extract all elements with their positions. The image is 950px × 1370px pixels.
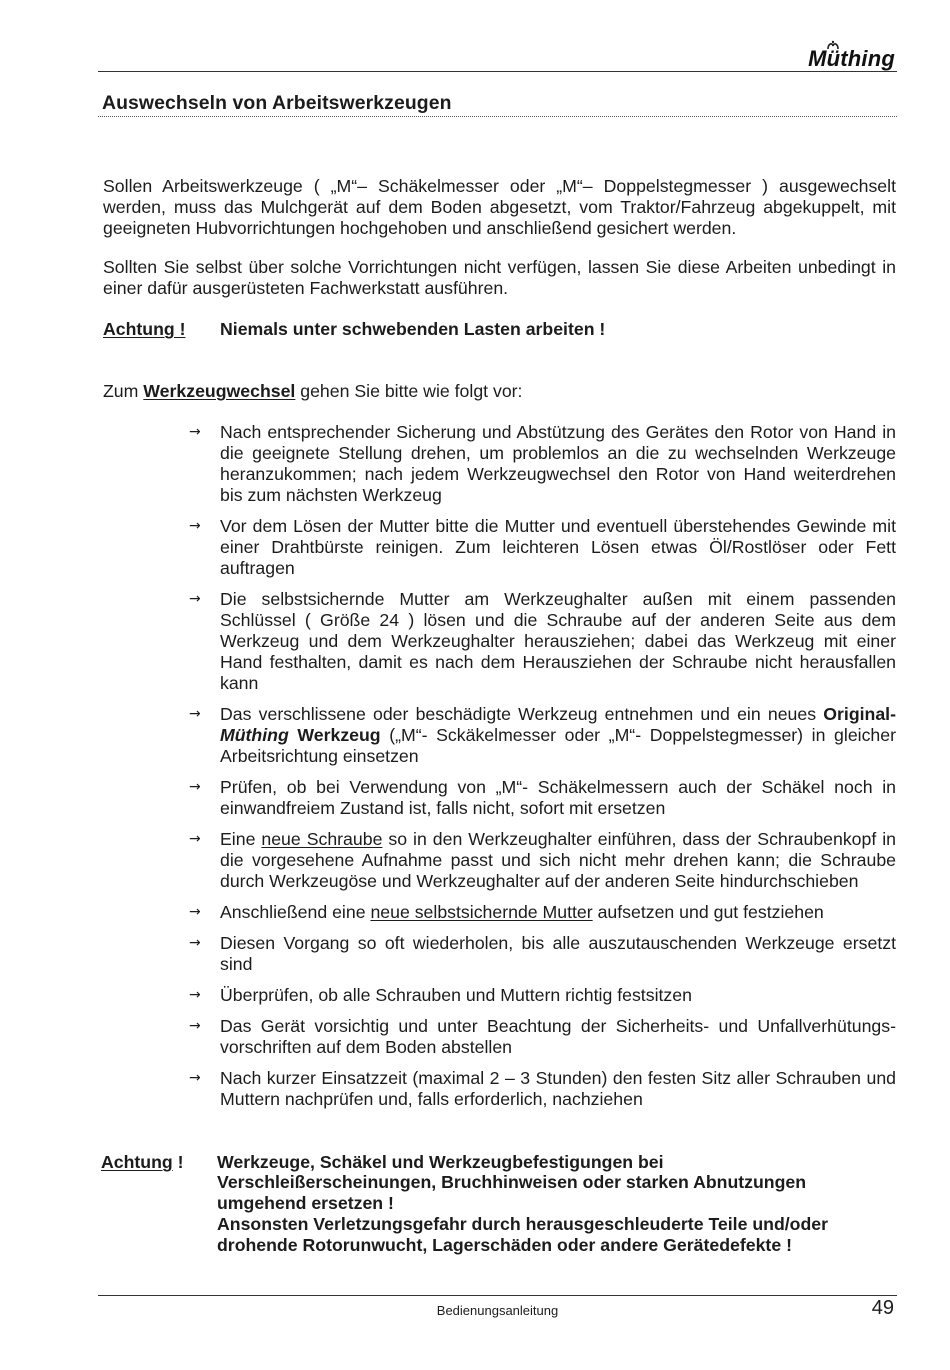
warning-line: umgehend ersetzen ! — [217, 1193, 394, 1214]
arrow-bullet-icon: → — [189, 1069, 201, 1086]
arrow-bullet-icon: → — [189, 903, 201, 920]
procedure-step — [189, 588, 896, 694]
warning-line: Verschleißerscheinungen, Bruchhinweisen oder starken Abnutzungen — [217, 1172, 807, 1193]
procedure-intro — [103, 381, 522, 402]
arrow-bullet-icon: → — [189, 705, 201, 722]
warning-label-mark: ! — [172, 1151, 184, 1172]
step-text: Das Gerät vorsichtig und unter Beachtung der Sicherheits- und Unfallverhütungs-vorschriften auf dem Boden abstellen — [220, 1015, 896, 1057]
warning-label — [101, 1152, 184, 1173]
step-text: so in den Werkzeughalter einführen, dass der Schraubenkopf in die vorgesehene Aufnahme passt und sich nicht mehr drehen kann; die Schraube durch Werkzeugöse und Werkzeughalter auf der anderen Seite hindurchschieben — [220, 828, 896, 891]
procedure-step — [189, 984, 896, 1006]
arrow-bullet-icon: → — [189, 1017, 201, 1034]
warning-text — [217, 1152, 828, 1256]
step-text: Überprüfen, ob alle Schrauben und Muttern richtig festsitzen — [220, 984, 692, 1005]
step-text: Nach entsprechender Sicherung und Abstützung des Gerätes den Rotor von Hand in die geeignete Stellung drehen, um problemlos an die zu wechselnden Werkzeuge heranzukommen; nach jedem Werkzeugwechsel den Rotor von Hand weiterdrehen bis zum nächsten Werkzeug — [220, 421, 896, 505]
procedure-intro-text: gehen Sie bitte wie folgt vor: — [295, 380, 523, 401]
warning-text: Niemals unter schwebenden Lasten arbeiten ! — [220, 318, 606, 339]
procedure-step — [189, 1015, 896, 1058]
procedure-step — [189, 901, 896, 923]
procedure-step — [189, 828, 896, 892]
arrow-bullet-icon: → — [189, 590, 201, 607]
step-text-underlined: neue Schraube — [261, 828, 383, 849]
step-text: („M“- Sckäkelmesser oder „M“- Doppelstegmesser) in gleicher Arbeitsrichtung einsetzen — [220, 724, 896, 766]
warning-line: drohende Rotorunwucht, Lagerschäden oder andere Gerätedefekte ! — [217, 1234, 792, 1255]
arrow-bullet-icon: → — [189, 778, 201, 795]
step-text: Vor dem Lösen der Mutter bitte die Mutter und eventuell überstehendes Gewinde mit einer Drahtbürste reinigen. Zum leichteren Lösen etwas Öl/Rostlöser oder Fett auftragen — [220, 515, 896, 578]
page-number: 49 — [871, 1297, 894, 1319]
warning-line: Ansonsten Verletzungsgefahr durch herausgeschleuderte Teile und/oder — [217, 1213, 829, 1234]
procedure-step — [189, 932, 896, 975]
step-text-underlined: neue selbstsichernde Mutter — [370, 901, 593, 922]
page-title: Auswechseln von Arbeitswerkzeugen — [102, 92, 452, 114]
arrow-bullet-icon: → — [189, 423, 201, 440]
step-text-bold: Original- — [823, 703, 896, 724]
muthing-logo — [808, 48, 895, 70]
arrow-bullet-icon: → — [189, 517, 201, 534]
procedure-step — [189, 1067, 896, 1110]
step-text: Die selbstsichernde Mutter am Werkzeughalter außen mit einem passenden Schlüssel ( Größe 24 ) lösen und die Schraube auf der anderen Seite aus dem Werkzeug und dem Werkzeughalter herausziehen; dabei das Werkzeug mit einer Hand festhalten, damit es nach dem Herausziehen der Schraube nicht herausfallen kann — [220, 588, 896, 693]
step-text-bold: Werkzeug — [288, 724, 381, 745]
step-text: Prüfen, ob bei Verwendung von „M“- Schäkelmessern auch der Schäkel noch in einwandfreiem Zustand ist, falls nicht, sofort mit ersetzen — [220, 776, 896, 818]
procedure-steps-list — [189, 421, 896, 1120]
warning-label: Achtung ! — [103, 318, 186, 339]
step-text: Eine — [220, 828, 262, 849]
brand-name: Müthing — [220, 724, 289, 745]
procedure-step — [189, 421, 896, 506]
procedure-step — [189, 703, 896, 767]
procedure-intro-text: Zum — [103, 380, 144, 401]
step-text: aufsetzen und gut festziehen — [592, 901, 824, 922]
header-rule — [98, 71, 897, 72]
procedure-intro-emphasis: Werkzeugwechsel — [143, 380, 296, 401]
title-dotted-rule — [98, 116, 897, 117]
arrow-bullet-icon: → — [189, 830, 201, 847]
footer-doc-name: Bedienungsanleitung — [436, 1303, 559, 1318]
step-text: Das verschlissene oder beschädigte Werkzeug entnehmen und ein neues — [220, 703, 824, 724]
warning-label-text: Achtung — [101, 1151, 173, 1172]
step-text: Nach kurzer Einsatzzeit (maximal 2 – 3 Stunden) den festen Sitz aller Schrauben und Muttern nachprüfen und, falls erforderlich, nachziehen — [220, 1067, 896, 1109]
step-text: Diesen Vorgang so oft wiederholen, bis alle auszutauschenden Werkzeuge ersetzt sind — [220, 932, 896, 974]
arrow-bullet-icon: → — [189, 986, 201, 1003]
procedure-step — [189, 515, 896, 579]
warning-line: Werkzeuge, Schäkel und Werkzeugbefestigungen bei — [217, 1151, 664, 1172]
intro-paragraph: Sollten Sie selbst über solche Vorrichtungen nicht verfügen, lassen Sie diese Arbeiten unbedingt in einer dafür ausgerüsteten Fachwerkstatt ausführen. — [103, 256, 896, 298]
logo-text: Müthing — [808, 46, 895, 71]
arrow-bullet-icon: → — [189, 934, 201, 951]
step-text: Anschließend eine — [220, 901, 371, 922]
procedure-step — [189, 776, 896, 819]
intro-paragraph: Sollen Arbeitswerkzeuge ( „M“– Schäkelmesser oder „M“– Doppelstegmesser ) ausgewechselt werden, muss das Mulchgerät auf dem Boden abgesetzt, vom Traktor/Fahrzeug abgekuppelt, mit geeigneten Hubvorrichtungen hochgehoben und anschließend gesichert werden. — [103, 175, 896, 238]
footer-rule — [98, 1295, 897, 1296]
